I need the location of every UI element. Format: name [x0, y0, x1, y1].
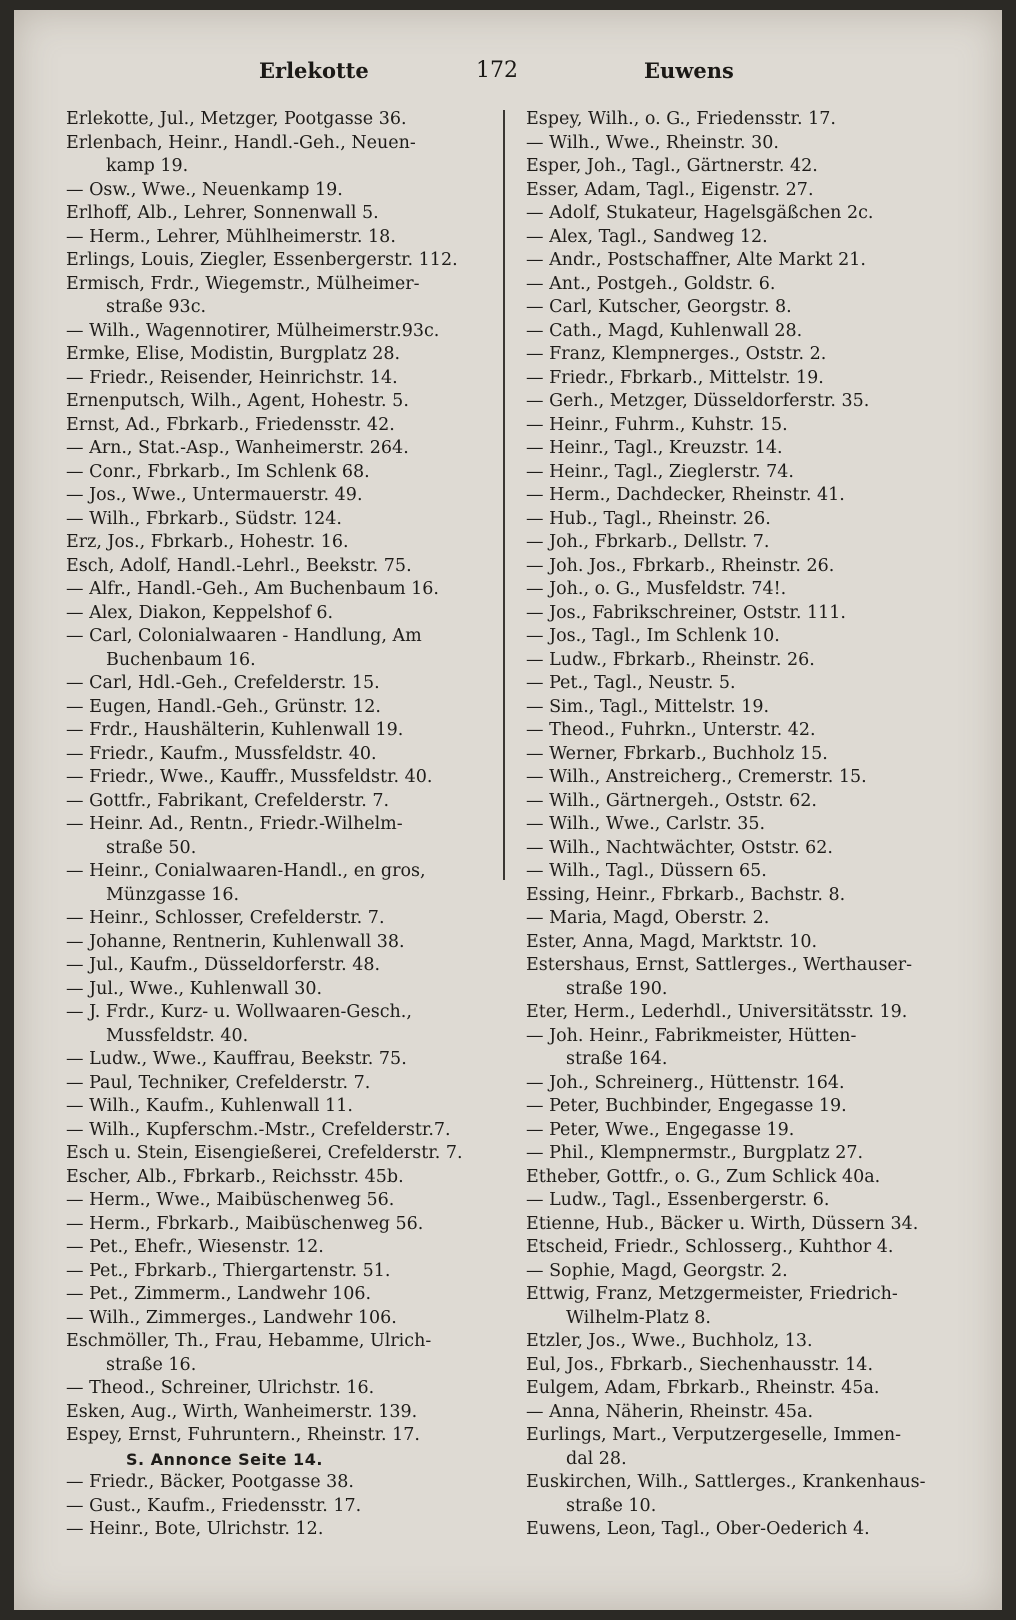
list-item: Eschmöller, Th., Frau, Hebamme, Ulrich- — [66, 1331, 432, 1351]
list-item: Etheber, Gottfr., o. G., Zum Schlick 40a. — [526, 1166, 881, 1187]
list-item-continuation: Mussfeldstr. 40. — [106, 1025, 249, 1046]
list-item: — Ludw., Wwe., Kauffrau, Beekstr. 75. — [66, 1049, 407, 1069]
list-item: — Anna, Näherin, Rheinstr. 45a. — [526, 1401, 814, 1422]
list-item: — Theod., Fuhrkn., Unterstr. 42. — [526, 720, 816, 740]
list-item: — J. Frdr., Kurz- u. Wollwaaren-Gesch., — [66, 1002, 412, 1022]
list-item: — Carl, Colonialwaaren - Handlung, Am — [66, 626, 422, 646]
list-item: — Gottfr., Fabrikant, Crefelderstr. 7. — [66, 790, 390, 811]
list-item-continuation: straße 190. — [566, 978, 668, 999]
list-item: Eul, Jos., Fbrkarb., Siechenhausstr. 14. — [526, 1354, 874, 1375]
list-item: — Sim., Tagl., Mittelstr. 19. — [526, 696, 770, 717]
list-item: — Heinr., Conialwaaren-Handl., en gros, — [66, 861, 426, 881]
list-item: — Osw., Wwe., Neuenkamp 19. — [66, 179, 343, 200]
list-item: — Herm., Lehrer, Mühlheimerstr. 18. — [66, 226, 396, 247]
list-item: — Gerh., Metzger, Düsseldorferstr. 35. — [526, 391, 870, 411]
list-item: Essing, Heinr., Fbrkarb., Bachstr. 8. — [526, 884, 846, 905]
list-item: — Wilh., Wwe., Carlstr. 35. — [526, 814, 766, 834]
list-item-continuation: straße 10. — [566, 1495, 657, 1516]
list-item: — Jul., Wwe., Kuhlenwall 30. — [66, 978, 323, 999]
list-item: Ettwig, Franz, Metzgermeister, Friedrich- — [526, 1284, 898, 1304]
list-item-continuation: straße 164. — [566, 1049, 668, 1069]
list-item: — Wilh., Nachtwächter, Oststr. 62. — [526, 837, 833, 858]
list-item: Eter, Herm., Lederhdl., Universitätsstr. 19. — [526, 1002, 908, 1022]
list-item: — Wilh., Zimmerges., Landwehr 106. — [66, 1307, 397, 1328]
list-item: — Theod., Schreiner, Ulrichstr. 16. — [66, 1378, 375, 1398]
list-item: — Arn., Stat.-Asp., Wanheimerstr. 264. — [66, 438, 409, 458]
list-item: — Peter, Wwe., Engegasse 19. — [526, 1119, 795, 1140]
list-item: — Wilh., Kupferschm.-Mstr., Crefelderstr.7. — [66, 1119, 451, 1140]
list-item: Euskirchen, Wilh., Sattlerges., Krankenhaus- — [526, 1472, 926, 1492]
list-item: Esken, Aug., Wirth, Wanheimerstr. 139. — [66, 1401, 418, 1422]
left-column — [66, 108, 506, 1542]
list-item: Espey, Wilh., o. G., Friedensstr. 17. — [526, 109, 836, 129]
list-item: — Ant., Postgeh., Goldstr. 6. — [526, 273, 776, 294]
list-item: — Heinr., Bote, Ulrichstr. 12. — [66, 1519, 324, 1539]
list-item: — Conr., Fbrkarb., Im Schlenk 68. — [66, 461, 370, 482]
list-item-continuation: straße 50. — [106, 837, 197, 858]
list-item: — Franz, Klempnerges., Oststr. 2. — [526, 344, 827, 364]
list-item: — Frdr., Haushälterin, Kuhlenwall 19. — [66, 720, 404, 740]
list-item: — Friedr., Fbrkarb., Mittelstr. 19. — [526, 367, 824, 388]
list-item: Ernenputsch, Wilh., Agent, Hohestr. 5. — [66, 391, 409, 411]
list-item: — Sophie, Magd, Georgstr. 2. — [526, 1260, 788, 1281]
list-item: — Joh. Jos., Fbrkarb., Rheinstr. 26. — [526, 555, 835, 576]
list-item: — Jos., Wwe., Untermauerstr. 49. — [66, 485, 363, 505]
list-item: — Wilh., Wagennotirer, Mülheimerstr.93c. — [66, 320, 440, 341]
list-item: — Jos., Tagl., Im Schlenk 10. — [526, 626, 780, 646]
list-item: Ernst, Ad., Fbrkarb., Friedensstr. 42. — [66, 414, 395, 435]
list-item: — Werner, Fbrkarb., Buchholz 15. — [526, 743, 828, 764]
list-item: Esch, Adolf, Handl.-Lehrl., Beekstr. 75. — [66, 555, 412, 576]
list-item: — Eugen, Handl.-Geh., Grünstr. 12. — [66, 696, 381, 717]
list-item: — Wilh., Kaufm., Kuhlenwall 11. — [66, 1096, 353, 1116]
list-item: Etienne, Hub., Bäcker u. Wirth, Düssern 34. — [526, 1213, 919, 1234]
list-item: — Ludw., Fbrkarb., Rheinstr. 26. — [526, 649, 815, 670]
list-item: Erlenbach, Heinr., Handl.-Geh., Neuen- — [66, 132, 416, 153]
list-item: — Heinr., Tagl., Zieglerstr. 74. — [526, 461, 794, 482]
list-item: — Hub., Tagl., Rheinstr. 26. — [526, 508, 771, 529]
list-item: — Friedr., Reisender, Heinrichstr. 14. — [66, 367, 398, 388]
list-item: — Joh. Heinr., Fabrikmeister, Hütten- — [526, 1025, 857, 1046]
advertisement-notice: S. Annonce Seite 14. — [126, 1449, 323, 1469]
list-item: Escher, Alb., Fbrkarb., Reichsstr. 45b. — [66, 1166, 404, 1187]
list-item: Euwens, Leon, Tagl., Ober-Oederich 4. — [526, 1519, 870, 1539]
list-item: — Alfr., Handl.-Geh., Am Buchenbaum 16. — [66, 579, 439, 599]
list-item: Eulgem, Adam, Fbrkarb., Rheinstr. 45a. — [526, 1378, 880, 1398]
list-item: — Carl, Hdl.-Geh., Crefelderstr. 15. — [66, 673, 380, 693]
list-item: Erlekotte, Jul., Metzger, Pootgasse 36. — [66, 109, 407, 129]
list-item: — Wilh., Anstreicherg., Cremerstr. 15. — [526, 767, 867, 787]
list-item: Etscheid, Friedr., Schlosserg., Kuhthor 4. — [526, 1237, 894, 1257]
list-item: — Herm., Fbrkarb., Maibüschenweg 56. — [66, 1213, 424, 1234]
list-item: Erz, Jos., Fbrkarb., Hohestr. 16. — [66, 532, 349, 552]
list-item: — Heinr. Ad., Rentn., Friedr.-Wilhelm- — [66, 814, 403, 834]
list-item: Etzler, Jos., Wwe., Buchholz, 13. — [526, 1331, 813, 1351]
page-number: 172 — [476, 58, 518, 83]
list-item: — Joh., Schreinerg., Hüttenstr. 164. — [526, 1072, 845, 1093]
list-item: Esser, Adam, Tagl., Eigenstr. 27. — [526, 179, 814, 200]
list-item: — Wilh., Gärtnergeh., Oststr. 62. — [526, 790, 817, 811]
list-item-continuation: Wilhelm-Platz 8. — [566, 1307, 711, 1328]
right-column — [526, 108, 966, 1542]
list-item: — Pet., Tagl., Neustr. 5. — [526, 673, 736, 693]
list-item: — Gust., Kaufm., Friedensstr. 17. — [66, 1495, 362, 1516]
header-first-name: Erlekotte — [259, 58, 369, 83]
list-item: — Wilh., Wwe., Rheinstr. 30. — [526, 132, 779, 153]
list-item: Ermke, Elise, Modistin, Burgplatz 28. — [66, 344, 401, 364]
list-item: — Peter, Buchbinder, Engegasse 19. — [526, 1096, 847, 1116]
list-item: — Wilh., Tagl., Düssern 65. — [526, 861, 767, 881]
list-item: — Friedr., Kaufm., Mussfeldstr. 40. — [66, 743, 377, 764]
list-item: — Phil., Klempnermstr., Burgplatz 27. — [526, 1143, 864, 1163]
list-item: — Jul., Kaufm., Düsseldorferstr. 48. — [66, 955, 381, 975]
list-item: Eurlings, Mart., Verputzergeselle, Immen- — [526, 1425, 902, 1445]
list-item: — Pet., Fbrkarb., Thiergartenstr. 51. — [66, 1260, 391, 1281]
list-item: — Friedr., Bäcker, Pootgasse 38. — [66, 1472, 354, 1492]
list-item: — Pet., Ehefr., Wiesenstr. 12. — [66, 1237, 324, 1257]
list-item: Ermisch, Frdr., Wiegemstr., Mülheimer- — [66, 273, 420, 294]
list-item: Erlings, Louis, Ziegler, Essenbergerstr. 112. — [66, 250, 458, 270]
list-item: — Joh., Fbrkarb., Dellstr. 7. — [526, 532, 770, 552]
list-item-continuation: dal 28. — [566, 1448, 627, 1469]
list-item: — Friedr., Wwe., Kauffr., Mussfeldstr. 40. — [66, 767, 433, 787]
list-item: — Johanne, Rentnerin, Kuhlenwall 38. — [66, 931, 405, 952]
list-item: Ester, Anna, Magd, Marktstr. 10. — [526, 931, 818, 952]
list-item: — Alex, Diakon, Keppelshof 6. — [66, 602, 334, 623]
header-last-name: Euwens — [644, 58, 734, 83]
list-item-continuation: Münzgasse 16. — [106, 884, 240, 905]
list-item: — Carl, Kutscher, Georgstr. 8. — [526, 297, 792, 317]
list-item: — Cath., Magd, Kuhlenwall 28. — [526, 320, 803, 341]
list-item-continuation: straße 16. — [106, 1354, 197, 1375]
list-item: — Heinr., Schlosser, Crefelderstr. 7. — [66, 908, 385, 928]
directory-page — [14, 10, 1002, 1610]
list-item-continuation: straße 93c. — [106, 297, 207, 317]
list-item-continuation: kamp 19. — [106, 156, 189, 176]
list-item: — Alex, Tagl., Sandweg 12. — [526, 226, 768, 247]
list-item: — Herm., Dachdecker, Rheinstr. 41. — [526, 485, 845, 505]
list-item: Estershaus, Ernst, Sattlerges., Werthauser- — [526, 955, 913, 975]
list-item: — Joh., o. G., Musfeldstr. 74!. — [526, 579, 787, 599]
list-item: — Herm., Wwe., Maibüschenweg 56. — [66, 1190, 395, 1210]
list-item: Esch u. Stein, Eisengießerei, Crefelderstr. 7. — [66, 1143, 463, 1163]
list-item: — Heinr., Tagl., Kreuzstr. 14. — [526, 438, 783, 458]
list-item: — Jos., Fabrikschreiner, Oststr. 111. — [526, 602, 846, 623]
list-item: — Maria, Magd, Oberstr. 2. — [526, 908, 770, 928]
list-item: Erlhoff, Alb., Lehrer, Sonnenwall 5. — [66, 203, 379, 223]
list-item-continuation: Buchenbaum 16. — [106, 649, 256, 670]
list-item: — Adolf, Stukateur, Hagelsgäßchen 2c. — [526, 203, 874, 223]
list-item: — Heinr., Fuhrm., Kuhstr. 15. — [526, 414, 788, 435]
list-item: Esper, Joh., Tagl., Gärtnerstr. 42. — [526, 156, 818, 176]
running-head — [14, 58, 1002, 90]
list-item: — Paul, Techniker, Crefelderstr. 7. — [66, 1072, 371, 1093]
list-item: — Wilh., Fbrkarb., Südstr. 124. — [66, 508, 342, 529]
list-item: — Pet., Zimmerm., Landwehr 106. — [66, 1284, 372, 1304]
list-item: Espey, Ernst, Fuhruntern., Rheinstr. 17. — [66, 1425, 420, 1445]
list-item: — Ludw., Tagl., Essenbergerstr. 6. — [526, 1190, 830, 1210]
list-item: — Andr., Postschaffner, Alte Markt 21. — [526, 250, 866, 270]
